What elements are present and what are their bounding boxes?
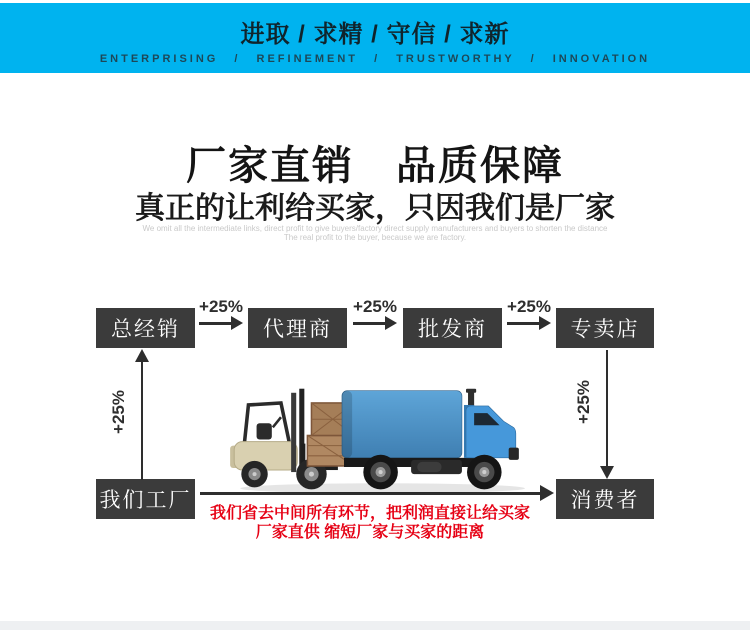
arrow-right-head-icon	[539, 316, 551, 330]
markup-label-right	[564, 372, 604, 432]
arrow-right-head-icon	[385, 316, 397, 330]
banner-slogan-zh: 进取 / 求精 / 守信 / 求新	[240, 21, 510, 48]
flow-box-wholesaler: 批发商	[403, 308, 502, 348]
banner-slogan-en: ENTERPRISING / REFINEMENT / TRUSTWORTHY / INNOVATION	[99, 53, 651, 65]
markup-label-1: +25%	[199, 297, 243, 316]
factory-to-consumer-arrow-head-icon	[540, 485, 554, 501]
red-benefit-note-line2: 厂家直供 缩短厂家与买家的距离	[255, 524, 485, 541]
top-banner	[0, 3, 750, 73]
flow-box-general-distributor: 总经销	[96, 308, 195, 348]
markup-label-left-text: +25%	[109, 390, 129, 434]
page-subtitle: 真正的让利给买家，只因我们是厂家	[135, 192, 615, 225]
arrow-right-icon	[507, 322, 539, 325]
bottom-divider-strip	[0, 621, 750, 630]
arrow-right-icon	[353, 322, 385, 325]
arrow-right-head-icon	[231, 316, 243, 330]
flow-box-consumer: 消费者	[556, 479, 654, 519]
flow-box-our-factory: 我们工厂	[96, 479, 195, 519]
arrow-up-head-icon	[135, 349, 149, 362]
arrow-up-icon	[141, 361, 143, 480]
markup-label-right-text: +25%	[574, 380, 594, 424]
hero-english-note-line1: We omit all the intermediate links, direct profit to give buyers/factory direct supply manufacturers and buyers to shorten the distance	[142, 224, 608, 233]
arrow-right-icon	[199, 322, 231, 325]
markup-label-3: +25%	[507, 297, 551, 316]
flow-box-specialty-store: 专卖店	[556, 308, 654, 348]
flow-box-agent: 代理商	[248, 308, 347, 348]
markup-label-2: +25%	[353, 297, 397, 316]
page-title: 厂家直销 品质保障	[186, 144, 564, 188]
hero-english-note	[0, 224, 750, 242]
red-benefit-note	[170, 504, 570, 542]
arrow-down-icon	[606, 350, 608, 467]
arrow-down-head-icon	[600, 466, 614, 479]
markup-label-left	[99, 382, 139, 442]
hero-english-note-line2: The real profit to the buyer, because we are factory.	[283, 233, 467, 242]
forklift-loading-truck-icon	[222, 378, 527, 496]
red-benefit-note-line1: 我们省去中间所有环节，把利润直接让给买家	[209, 505, 530, 522]
